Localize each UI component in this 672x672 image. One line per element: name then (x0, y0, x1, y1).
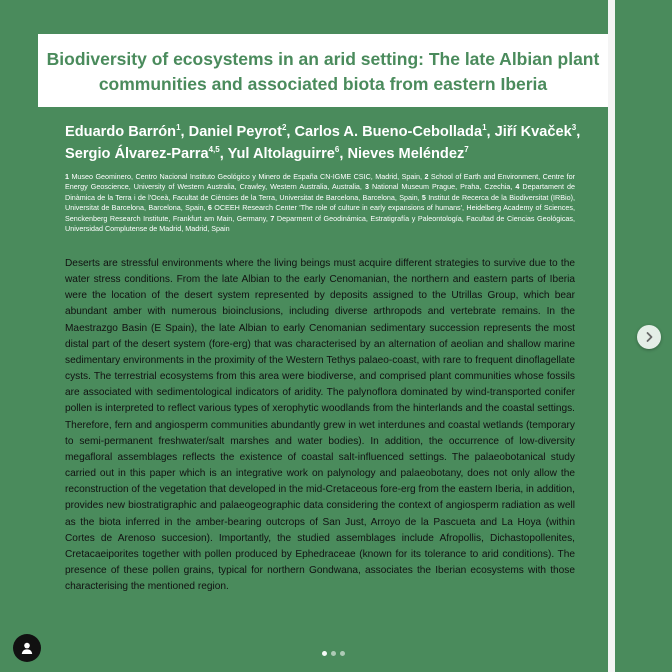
slide-gutter (608, 0, 615, 672)
profile-avatar[interactable] (13, 634, 41, 662)
affiliation-text: School of Earth and Environment, Centre for Energy Geoscience, University of Western Australia, Crawley, Western Australia, Australia, (65, 172, 576, 192)
author-name: Carlos A. Bueno-Cebollada (294, 124, 483, 140)
author-separator: , (576, 124, 581, 140)
author-list (65, 121, 595, 165)
affiliation-number: 6 (207, 203, 212, 213)
affiliation-text: OCEEH Research Center 'The role of culture in early expansions of humans', Heidelberg Academy of Sciences, Senckenberg Research Institute, Frankfurt am Main, Germany, (65, 203, 575, 223)
affiliation-text: Deparment of Geodinámica, Estratigrafía y Paleontología, Facultad de Ciencias Geológicas, Universidad Complutense de Madrid, Madrid, Spain (65, 213, 575, 234)
author-name: Jiří Kvaček (494, 124, 572, 140)
author-affiliation-number: 6 (334, 145, 340, 154)
author-separator: , (339, 146, 348, 162)
author-affiliation-number: 3 (571, 123, 577, 132)
affiliation-text: Institut de Recerca de la Biodiversitat (IRBio), Universitat de Barcelona, Barcelona, Spain, (65, 192, 575, 213)
author-separator: , (219, 146, 228, 162)
affiliations (65, 172, 575, 234)
affiliation-number: 5 (421, 192, 426, 202)
affiliation-text: Museo Geominero, Centro Nacional Instituto Geológico y Minero de España CN-IGME CSIC, Madrid, Spain, (69, 172, 425, 181)
author-separator: , (286, 124, 295, 140)
carousel-dot[interactable] (331, 651, 336, 656)
affiliation-number: 1 (65, 172, 69, 181)
affiliation-number: 4 (515, 182, 520, 192)
author-affiliation-number: 1 (176, 123, 181, 132)
author-affiliation-number: 4,5 (208, 145, 220, 154)
chevron-right-icon (643, 331, 655, 343)
author-separator: , (180, 124, 189, 140)
author-affiliation-number: 2 (281, 123, 287, 132)
author-separator: , (486, 124, 495, 140)
author-name: Yul Altolaguirre (227, 146, 335, 162)
carousel-next-button[interactable] (637, 325, 661, 349)
author-affiliation-number: 7 (464, 145, 469, 154)
author-affiliation-number: 1 (482, 123, 487, 132)
title-banner (38, 34, 608, 107)
carousel-indicator (322, 651, 345, 656)
author-name: Sergio Álvarez-Parra (65, 146, 209, 162)
paper-title: Biodiversity of ecosystems in an arid setting: The late Albian plant communities and associated biota from eastern Iberia (46, 49, 600, 94)
abstract-text: Deserts are stressful environments where the living beings must acquire different strategies to survive due to the water stress conditions. From the late Albian to the early Cenomanian, the northern and eastern parts of Iberia were the location of the desert system represented by deposits assigned to the Utrillas Group, which bear abundant amber with numerous bioinclusions, including diverse arthropods and vertebrate remains. In the Maestrazgo Basin (E Spain), the late Albian to early Cenomanian sedimentary succession represents the most distal part of the desert system (fore-erg) that was characterised by an alternation of aeolian and shallow marine sedimentary environments in the proximity of the Western Tethys palaeo-coast, with rare to frequent dinoflagellate cysts. The terrestrial ecosystems from this area were biodiverse, and comprised plant communities whose fossils are associated with sedimentological indicators of aridity. The palynoflora dominated by wind-transported conifer pollen is interpreted to reflect various types of xerophytic woodlands from the hinterlands and the coastal settings. Therefore, fern and angiosperm communities abundantly grew in wet interdunes and coastal wetlands (temporary to semi-permanent freshwater/salt marshes and water bodies). In addition, the occurrence of low-diversity megafloral assemblages reflects the existence of coastal salt-influenced settings. The palaeobotanical study carried out in this paper which is an integrative work on palynology and palaeobotany, does not only allow the reconstruction of the vegetation that developed in the mid-Cretaceous fore-erg from the eastern Iberia, in addition, provides new biostratigraphic and palaeogeographic data considering the context of angiosperm radiation as well as the biota inferred in the amber-bearing outcrops of San Just, Arroyo de la Pascueta and La Hoya (within Cortes de Arenoso succesion). Importantly, the studied assemblages include Afropollis, Dichastopollenites, Cretacaeiporites together with pollen produced by Ephedraceae (known for its tolerance to arid conditions). The presence of these pollen grains, typical for northern Gondwana, associates the Iberian ecosystems with those characterising the mentioned region. (65, 258, 575, 593)
affiliation-text: National Museum Prague, Praha, Czechia, (368, 182, 516, 192)
affiliation-text: Departament de Dinàmica de la Terra i de l'Oceà, Facultat de Ciències de la Terra, Universitat de Barcelona, Barcelona, Spain, (65, 182, 575, 202)
affiliation-number: 7 (270, 213, 275, 223)
author-name: Daniel Peyrot (188, 124, 282, 140)
carousel-dot[interactable] (322, 651, 327, 656)
affiliation-number: 2 (424, 172, 429, 181)
author-name: Nieves Meléndez (347, 146, 465, 162)
author-name: Eduardo Barrón (65, 124, 177, 140)
affiliation-number: 3 (364, 182, 369, 192)
user-silhouette-icon (20, 641, 34, 655)
carousel-dot[interactable] (340, 651, 345, 656)
